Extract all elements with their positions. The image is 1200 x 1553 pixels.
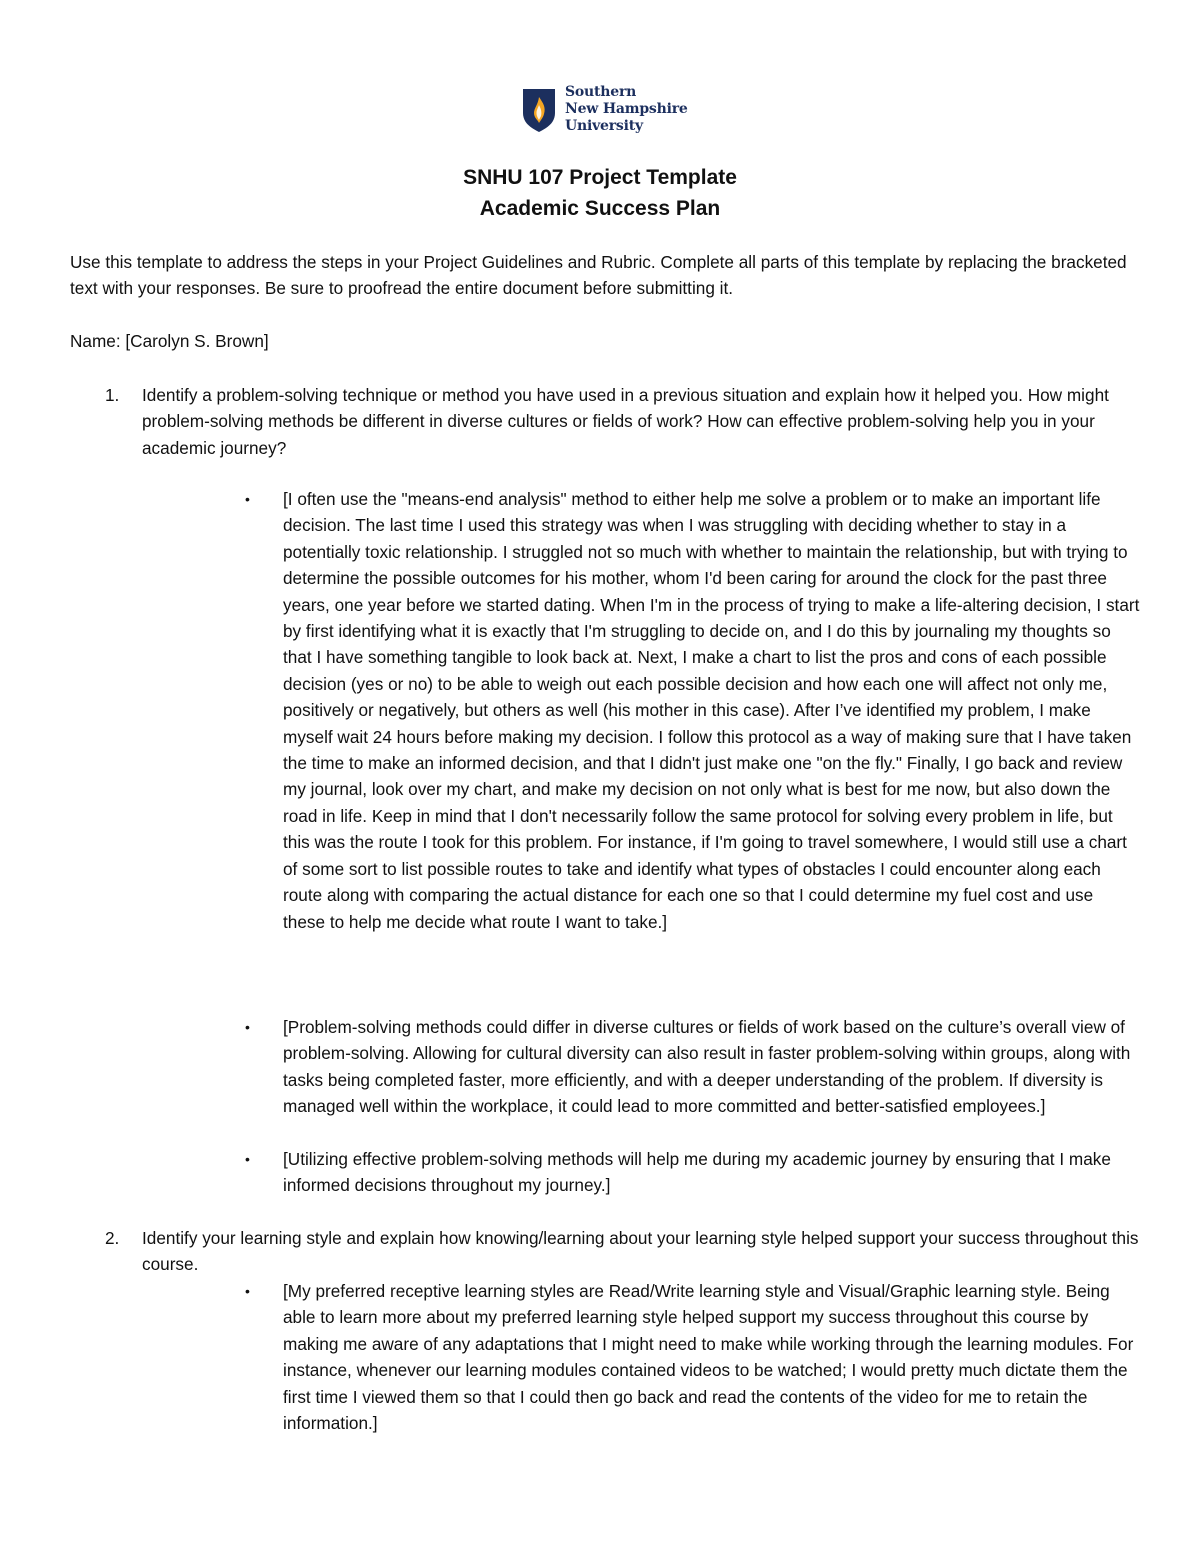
question-2: [70, 1225, 1140, 1278]
document-title: SNHU 107 Project Template: [463, 166, 737, 189]
question-text: Identify a problem-solving technique or method you have used in a previous situation and explain how it helped you. How might problem-solving methods be different in diverse cultures or fields of work? How can effective problem-solving help you in your academic journey?: [142, 385, 1109, 458]
answer-text: [I often use the "means-end analysis" method to either help me solve a problem or to make an important life decision. The last time I used this strategy was when I was struggling with deciding whether to stay in a potentially toxic relationship. I struggled not so much with whether to maintain the relationship, but with trying to determine the possible outcomes for his mother, whom I'd been caring for around the clock for the past three years, one year before we started dating. When I'm in the process of trying to make a life-altering decision, I start by first identifying what it is exactly that I'm struggling to decide on, and I do this by journaling my thoughts so that I have something tangible to look back at. Next, I make a chart to list the pros and cons of each possible decision (yes or no) to be able to weigh out each possible decision and how each one will affect not only me, positively or negatively, but others as well (his mother in this case). After I’ve identified my problem, I make myself wait 24 hours before making my decision. I follow this protocol as a way of making sure that I have taken the time to make an informed decision, and that I didn't just make one "on the fly." Finally, I go back and review my journal, look over my chart, and make my decision on not only what is best for me now, but also down the road in life. Keep in mind that I don't necessarily follow the same protocol for solving every problem in life, but this was the route I took for this problem. For instance, if I'm going to travel somewhere, I would still use a chart of some sort to list possible routes to take and identify what types of obstacles I could encounter along each route along with comparing the actual distance for each one so that I could determine my fuel cost and use these to help me decide what route I want to take.]: [283, 489, 1140, 932]
answer-text: [Utilizing effective problem-solving methods will help me during my academic journey by ensuring that I make informed decisions throughout my journey.]: [283, 1149, 1111, 1196]
question-number: 1.: [105, 385, 120, 405]
document-subtitle: Academic Success Plan: [479, 197, 721, 220]
student-name-line: Name: [Carolyn S. Brown]: [70, 331, 269, 351]
answer-bullet: [245, 486, 1140, 935]
bullet-icon: •: [245, 1151, 250, 1167]
logo-line-2: New Hampshire: [565, 101, 688, 117]
answer-bullet: [245, 1278, 1140, 1436]
answer-bullet: [245, 1146, 1140, 1199]
shield-flame-icon: [521, 87, 557, 133]
logo-line-1: Southern: [565, 84, 637, 100]
question-text: Identify your learning style and explain how knowing/learning about your learning style helped support your success throughout this course.: [142, 1228, 1139, 1275]
document-titles: [0, 162, 1200, 224]
question-number: 2.: [105, 1228, 120, 1248]
answer-text: [Problem-solving methods could differ in diverse cultures or fields of work based on the culture’s overall view of problem-solving. Allowing for cultural diversity can also result in faster problem-solving within groups, along with tasks being completed faster, more efficiently, and with a deeper understanding of the problem. If diversity is managed well within the workplace, it could lead to more committed and better-satisfied employees.]: [283, 1017, 1131, 1117]
bullet-icon: •: [245, 491, 250, 507]
university-logo: [521, 84, 688, 135]
intro-paragraph: Use this template to address the steps in your Project Guidelines and Rubric. Complete all parts of this template by replacing the bracketed text with your responses. Be sure to proofread the entire document before submitting it.: [70, 252, 1127, 299]
answer-text: [My preferred receptive learning styles are Read/Write learning style and Visual/Graphic learning style. Being able to learn more about my preferred learning style helped support my success throughout this course by making me aware of any adaptations that I might need to make while working through the learning modules. For instance, whenever our learning modules contained videos to be watched; I would pretty much dictate them the first time I viewed them so that I could then go back and read the contents of the video for me to retain the information.]: [283, 1281, 1134, 1434]
question-1: [70, 382, 1140, 461]
logo-line-3: University: [565, 118, 643, 134]
bullet-icon: •: [245, 1283, 250, 1299]
answer-bullet: [245, 1014, 1140, 1120]
bullet-icon: •: [245, 1019, 250, 1035]
logo-wordmark: [565, 84, 688, 135]
